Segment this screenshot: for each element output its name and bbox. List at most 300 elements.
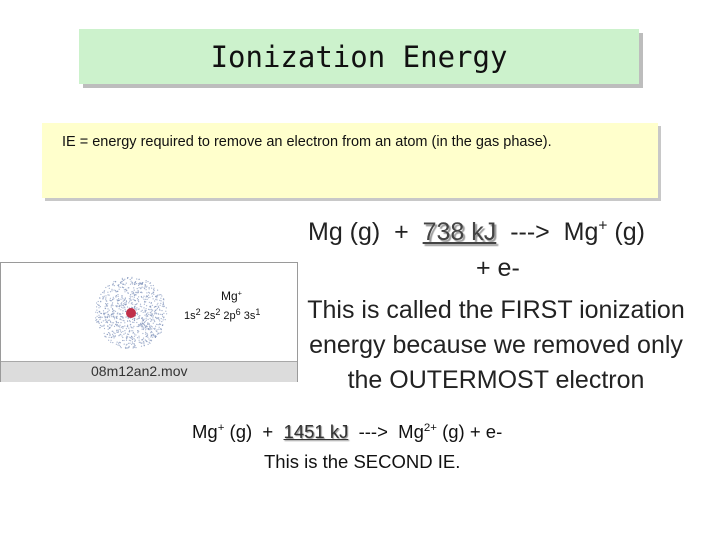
electron-dot: [159, 294, 160, 295]
electron-dot: [107, 292, 108, 293]
electron-dot: [148, 319, 149, 320]
electron-dot: [131, 337, 132, 338]
electron-dot: [138, 285, 139, 286]
electron-dot: [147, 324, 148, 325]
electron-dot: [134, 318, 135, 319]
electron-dot: [151, 288, 152, 289]
electron-dot: [141, 292, 142, 293]
electron-dot: [134, 307, 135, 308]
electron-dot: [128, 334, 129, 335]
electron-dot: [150, 327, 151, 328]
electron-dot: [133, 347, 134, 348]
electron-dot: [116, 330, 117, 331]
electron-dot: [165, 311, 166, 312]
orbital-count: 1: [255, 307, 261, 317]
electron-dot: [158, 306, 159, 307]
electron-dot: [120, 334, 121, 335]
electron-dot: [119, 289, 120, 290]
electron-dot: [128, 347, 129, 348]
electron-dot: [148, 344, 149, 345]
electron-dot: [145, 334, 146, 335]
electron-dot: [141, 326, 142, 327]
electron-dot: [114, 290, 115, 291]
electron-dot: [133, 322, 134, 323]
electron-dot: [144, 287, 145, 288]
electron-dot: [97, 304, 98, 305]
electron-dot: [155, 328, 156, 329]
electron-dot: [126, 328, 127, 329]
equation2-product-charge: 2+: [423, 422, 437, 435]
electron-dot: [99, 297, 100, 298]
electron-dot: [147, 326, 148, 327]
electron-dot: [143, 312, 144, 313]
electron-dot: [151, 311, 152, 312]
first-ie-explanation: This is called the FIRST ionization energy because we removed only the OUTERMOST electron: [307, 296, 685, 394]
equation2-tail: (g) + e-: [436, 421, 503, 442]
electron-dot: [162, 324, 163, 325]
electron-dot: [145, 299, 146, 300]
electron-dot: [123, 317, 124, 318]
electron-dot: [122, 305, 123, 306]
electron-dot: [151, 332, 152, 333]
electron-dot: [133, 333, 134, 334]
electron-dot: [117, 303, 118, 304]
electron-dot: [144, 345, 145, 346]
electron-dot: [103, 313, 104, 314]
electron-dot: [122, 298, 123, 299]
electron-dot: [119, 319, 120, 320]
electron-dot: [159, 300, 160, 301]
electron-dot: [151, 293, 152, 294]
electron-dot: [137, 332, 138, 333]
electron-dot: [127, 336, 128, 337]
electron-dot: [113, 298, 114, 299]
electron-dot: [100, 316, 101, 317]
electron-dot: [103, 310, 104, 311]
electron-dot: [112, 342, 113, 343]
electron-dot: [123, 334, 124, 335]
electron-dot: [122, 278, 123, 279]
electron-dot: [100, 306, 101, 307]
electron-dot: [132, 282, 133, 283]
electron-dot: [131, 307, 132, 308]
electron-dot: [146, 308, 147, 309]
electron-dot: [119, 306, 120, 307]
electron-dot: [124, 325, 125, 326]
electron-dot: [149, 302, 150, 303]
electron-dot: [120, 314, 121, 315]
electron-dot: [97, 312, 98, 313]
electron-dot: [128, 287, 129, 288]
electron-dot: [146, 280, 147, 281]
electron-dot: [132, 322, 133, 323]
electron-dot: [134, 297, 135, 298]
electron-dot: [99, 311, 100, 312]
electron-dot: [120, 342, 121, 343]
electron-dot: [149, 343, 150, 344]
electron-dot: [128, 302, 129, 303]
electron-dot: [109, 337, 110, 338]
electron-dot: [124, 302, 125, 303]
electron-dot: [122, 310, 123, 311]
electron-dot: [101, 325, 102, 326]
electron-dot: [124, 291, 125, 292]
electron-dot: [105, 303, 106, 304]
electron-dot: [125, 348, 126, 349]
electron-dot: [134, 336, 135, 337]
electron-dot: [117, 342, 118, 343]
electron-dot: [134, 282, 135, 283]
electron-dot: [122, 340, 123, 341]
electron-dot: [109, 333, 110, 334]
orbital-count: 2: [195, 307, 201, 317]
electron-dot: [114, 326, 115, 327]
electron-dot: [161, 310, 162, 311]
electron-dot: [157, 303, 158, 304]
electron-dot: [113, 283, 114, 284]
electron-dot: [125, 317, 126, 318]
electron-dot: [130, 284, 131, 285]
electron-dot: [119, 326, 120, 327]
electron-dot: [122, 337, 123, 338]
electron-dot: [134, 306, 135, 307]
electron-dot: [151, 334, 152, 335]
electron-dot: [131, 344, 132, 345]
electron-dot: [166, 313, 167, 314]
electron-dot: [141, 306, 142, 307]
electron-dot: [138, 316, 139, 317]
electron-dot: [159, 310, 160, 311]
electron-dot: [143, 343, 144, 344]
electron-dot: [121, 297, 122, 298]
electron-dot: [153, 323, 154, 324]
electron-dot: [139, 287, 140, 288]
electron-dot: [120, 330, 121, 331]
electron-dot: [102, 292, 103, 293]
electron-dot: [131, 291, 132, 292]
electron-dot: [107, 308, 108, 309]
electron-dot: [109, 335, 110, 336]
electron-dot: [112, 305, 113, 306]
electron-dot: [115, 290, 116, 291]
ion-symbol: Mg: [221, 289, 238, 303]
electron-dot: [141, 343, 142, 344]
electron-dot: [142, 333, 143, 334]
electron-dot: [130, 296, 131, 297]
orbital-name: 3s: [243, 310, 256, 322]
electron-dot: [99, 327, 100, 328]
electron-dot: [116, 306, 117, 307]
electron-dot: [134, 343, 135, 344]
electron-dot: [114, 318, 115, 319]
electron-dot: [146, 296, 147, 297]
equation2-energy: 1451 kJ: [283, 421, 349, 442]
electron-dot: [109, 324, 110, 325]
electron-dot: [109, 316, 110, 317]
electron-dot: [105, 297, 106, 298]
electron-dot: [106, 312, 107, 313]
electron-dot: [151, 319, 152, 320]
ion-charge: +: [237, 288, 243, 298]
electron-dot: [96, 302, 97, 303]
electron-dot: [143, 307, 144, 308]
electron-dot: [117, 291, 118, 292]
electron-dot: [163, 306, 164, 307]
electron-dot: [103, 325, 104, 326]
electron-dot: [132, 327, 133, 328]
electron-dot: [132, 319, 133, 320]
electron-dot: [161, 332, 162, 333]
electron-dot: [119, 308, 120, 309]
electron-dot: [136, 319, 137, 320]
electron-dot: [121, 347, 122, 348]
electron-dot: [153, 294, 154, 295]
electron-dot: [156, 299, 157, 300]
electron-dot: [127, 277, 128, 278]
electron-dot: [143, 297, 144, 298]
electron-dot: [118, 343, 119, 344]
electron-dot: [115, 291, 116, 292]
electron-dot: [112, 304, 113, 305]
first-ionization-equation: [308, 218, 645, 247]
electron-dot: [111, 290, 112, 291]
electron-dot: [150, 336, 151, 337]
electron-dot: [119, 300, 120, 301]
electron-dot: [148, 295, 149, 296]
electron-dot: [124, 304, 125, 305]
electron-dot: [120, 322, 121, 323]
electron-dot: [144, 319, 145, 320]
electron-dot: [122, 279, 123, 280]
electron-dot: [152, 310, 153, 311]
electron-dot: [160, 298, 161, 299]
electron-dot: [150, 332, 151, 333]
electron-dot: [116, 317, 117, 318]
electron-dot: [146, 316, 147, 317]
electron-dot: [130, 321, 131, 322]
electron-dot: [136, 292, 137, 293]
electron-dot: [122, 331, 123, 332]
electron-dot: [138, 318, 139, 319]
electron-dot: [163, 313, 164, 314]
electron-dot: [129, 330, 130, 331]
orbital-name: 2p: [223, 310, 236, 322]
electron-dot: [112, 324, 113, 325]
config-term: [203, 307, 221, 322]
electron-dot: [112, 284, 113, 285]
electron-dot: [95, 317, 96, 318]
electron-dot: [146, 286, 147, 287]
electron-dot: [124, 307, 125, 308]
second-ionization-equation: [192, 421, 502, 443]
electron-dot: [157, 304, 158, 305]
electron-dot: [150, 321, 151, 322]
electron-dot: [134, 290, 135, 291]
electron-dot: [139, 340, 140, 341]
electron-dot: [133, 338, 134, 339]
electron-dot: [134, 344, 135, 345]
electron-dot: [122, 313, 123, 314]
electron-dot: [118, 296, 119, 297]
electron-dot: [150, 315, 151, 316]
electron-dot: [137, 288, 138, 289]
electron-dot: [147, 312, 148, 313]
electron-dot: [107, 303, 108, 304]
electron-dot: [130, 326, 131, 327]
electron-dot: [138, 296, 139, 297]
electron-dot: [117, 300, 118, 301]
config-term: [223, 307, 241, 322]
electron-dot: [156, 336, 157, 337]
electron-dot: [157, 329, 158, 330]
electron-dot: [106, 336, 107, 337]
electron-dot: [147, 337, 148, 338]
electron-dot: [128, 328, 129, 329]
electron-dot: [105, 308, 106, 309]
animation-panel[interactable]: [0, 262, 298, 382]
electron-dot: [132, 304, 133, 305]
electron-dot: [129, 331, 130, 332]
electron-dot: [143, 296, 144, 297]
electron-dot: [152, 293, 153, 294]
electron-dot: [125, 289, 126, 290]
electron-dot: [144, 325, 145, 326]
electron-dot: [147, 281, 148, 282]
electron-dot: [158, 324, 159, 325]
electron-dot: [126, 336, 127, 337]
electron-dot: [145, 284, 146, 285]
electron-dot: [142, 287, 143, 288]
electron-dot: [133, 326, 134, 327]
electron-dot: [122, 307, 123, 308]
ion-label: [221, 289, 242, 303]
electron-dot: [137, 290, 138, 291]
electron-dot: [132, 339, 133, 340]
electron-dot: [140, 323, 141, 324]
electron-dot: [157, 290, 158, 291]
electron-dot: [125, 333, 126, 334]
slide-title: Ionization Energy: [210, 39, 508, 74]
config-term: [184, 307, 201, 322]
electron-dot: [115, 324, 116, 325]
electron-dot: [98, 315, 99, 316]
electron-dot: [140, 283, 141, 284]
electron-dot: [133, 287, 134, 288]
electron-dot: [117, 294, 118, 295]
electron-dot: [153, 298, 154, 299]
electron-dot: [148, 314, 149, 315]
electron-dot: [115, 305, 116, 306]
electron-dot: [126, 301, 127, 302]
electron-dot: [115, 311, 116, 312]
electron-dot: [126, 344, 127, 345]
electron-dot: [163, 303, 164, 304]
electron-dot: [119, 329, 120, 330]
electron-dot: [163, 298, 164, 299]
electron-dot: [127, 306, 128, 307]
orbital-count: 6: [235, 307, 241, 317]
electron-dot: [134, 333, 135, 334]
electron-dot: [97, 321, 98, 322]
electron-dot: [112, 322, 113, 323]
electron-dot: [96, 310, 97, 311]
electron-dot: [117, 344, 118, 345]
electron-dot: [110, 298, 111, 299]
electron-dot: [142, 321, 143, 322]
electron-dot: [131, 300, 132, 301]
electron-dot: [154, 313, 155, 314]
electron-dot: [135, 308, 136, 309]
electron-dot: [140, 304, 141, 305]
electron-dot: [156, 297, 157, 298]
electron-dot: [121, 316, 122, 317]
electron-dot: [126, 304, 127, 305]
electron-dot: [96, 306, 97, 307]
electron-dot: [117, 285, 118, 286]
electron-dot: [146, 341, 147, 342]
electron-dot: [130, 279, 131, 280]
electron-dot: [124, 330, 125, 331]
electron-dot: [111, 314, 112, 315]
electron-dot: [124, 320, 125, 321]
electron-dot: [118, 322, 119, 323]
electron-dot: [154, 329, 155, 330]
electron-dot: [125, 298, 126, 299]
electron-dot: [121, 319, 122, 320]
electron-dot: [111, 289, 112, 290]
electron-dot: [117, 299, 118, 300]
electron-dot: [147, 316, 148, 317]
electron-dot: [125, 297, 126, 298]
electron-dot: [138, 292, 139, 293]
electron-dot: [147, 296, 148, 297]
electron-dot: [148, 309, 149, 310]
definition-text: IE = energy required to remove an electron from an atom (in the gas phase).: [62, 134, 552, 150]
electron-dot: [160, 303, 161, 304]
electron-dot: [107, 286, 108, 287]
electron-dot: [127, 320, 128, 321]
electron-dot: [143, 299, 144, 300]
electron-dot: [146, 289, 147, 290]
electron-dot: [161, 318, 162, 319]
movie-control-bar[interactable]: [1, 361, 297, 382]
electron-dot: [108, 340, 109, 341]
electron-dot: [137, 326, 138, 327]
electron-dot: [112, 308, 113, 309]
electron-dot: [116, 332, 117, 333]
electron-dot: [117, 313, 118, 314]
electron-dot: [139, 337, 140, 338]
electron-dot: [143, 320, 144, 321]
electron-dot: [150, 318, 151, 319]
electron-dot: [132, 296, 133, 297]
electron-dot: [105, 319, 106, 320]
electron-dot: [102, 317, 103, 318]
equation1-arrow-product: ---> Mg: [496, 218, 599, 246]
electron-dot: [136, 307, 137, 308]
electron-dot: [145, 321, 146, 322]
electron-dot: [138, 324, 139, 325]
electron-dot: [158, 329, 159, 330]
electron-dot: [136, 294, 137, 295]
electron-dot: [109, 300, 110, 301]
electron-dot: [160, 328, 161, 329]
electron-dot: [121, 307, 122, 308]
electron-dot: [145, 282, 146, 283]
electron-dot: [131, 281, 132, 282]
electron-dot: [158, 319, 159, 320]
electron-dot: [106, 321, 107, 322]
